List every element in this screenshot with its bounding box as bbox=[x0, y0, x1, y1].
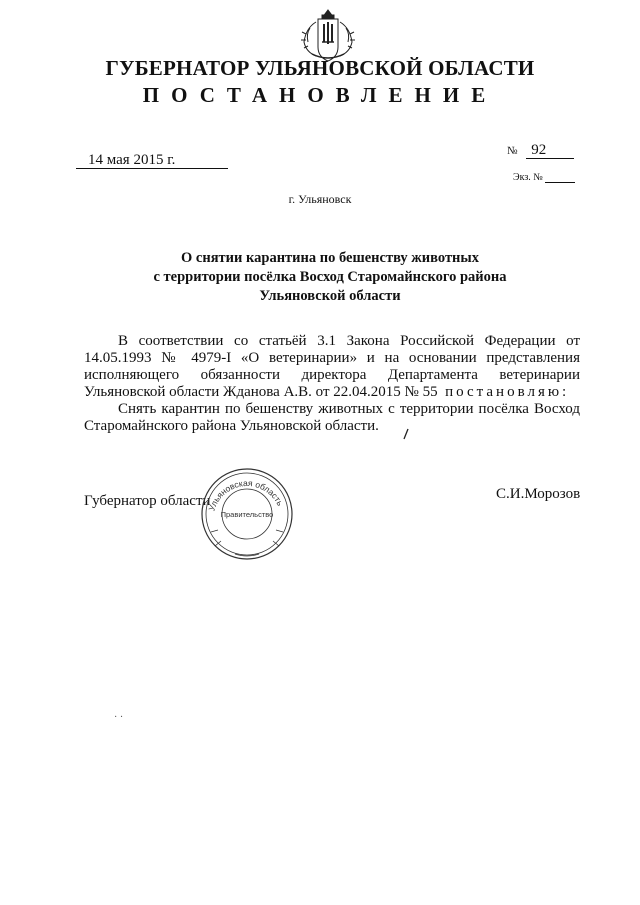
signatory-name: С.И.Морозов bbox=[496, 486, 581, 502]
number-sign: № bbox=[507, 145, 518, 157]
document-subject bbox=[100, 249, 560, 306]
subject-line: О снятии карантина по бешенству животных bbox=[181, 250, 479, 266]
body-paragraph: Снять карантин по бешенству животных с территории посёлка Восход Старомайнского района Ульяновской области. bbox=[84, 401, 580, 434]
seal-center-text: Правительство bbox=[220, 510, 274, 519]
decree-word: постановляю: bbox=[445, 384, 570, 400]
subject-line: Ульяновской области bbox=[259, 288, 401, 304]
pen-mark-icon bbox=[401, 428, 411, 440]
document-date: 14 мая 2015 г. bbox=[88, 152, 176, 168]
city: г. Ульяновск bbox=[288, 192, 352, 206]
date-underline bbox=[76, 168, 228, 169]
seal-ring-text: Ульяновская область bbox=[206, 477, 286, 513]
scan-artifact-dots: · · bbox=[114, 712, 124, 723]
document-type: ПОСТАНОВЛЕНИЕ bbox=[142, 83, 498, 107]
document-number-block bbox=[507, 142, 546, 159]
signatory-position: Губернатор области bbox=[84, 493, 211, 509]
body-paragraph bbox=[84, 333, 580, 401]
document-number: 92 bbox=[531, 142, 547, 158]
document-body bbox=[84, 333, 580, 435]
subject-line: с территории посёлка Восход Старомайнского района bbox=[153, 269, 507, 285]
copy-number-label: Экз. № bbox=[513, 172, 543, 183]
copy-number-underline bbox=[545, 182, 575, 183]
org-title: ГУБЕРНАТОР УЛЬЯНОВСКОЙ ОБЛАСТИ bbox=[105, 56, 535, 80]
official-seal-icon bbox=[199, 466, 295, 562]
number-underline bbox=[526, 158, 574, 159]
body-paragraph-text: В соответствии со статьёй 3.1 Закона Российской Федерации от 14.05.1993 № 4979-I «О ветеринарии» и на основании представления исполняющего обязанности директора Департамента ветеринарии Ульяновской области Жданова А.В. от 22.04.2015 № 55 bbox=[84, 333, 580, 400]
